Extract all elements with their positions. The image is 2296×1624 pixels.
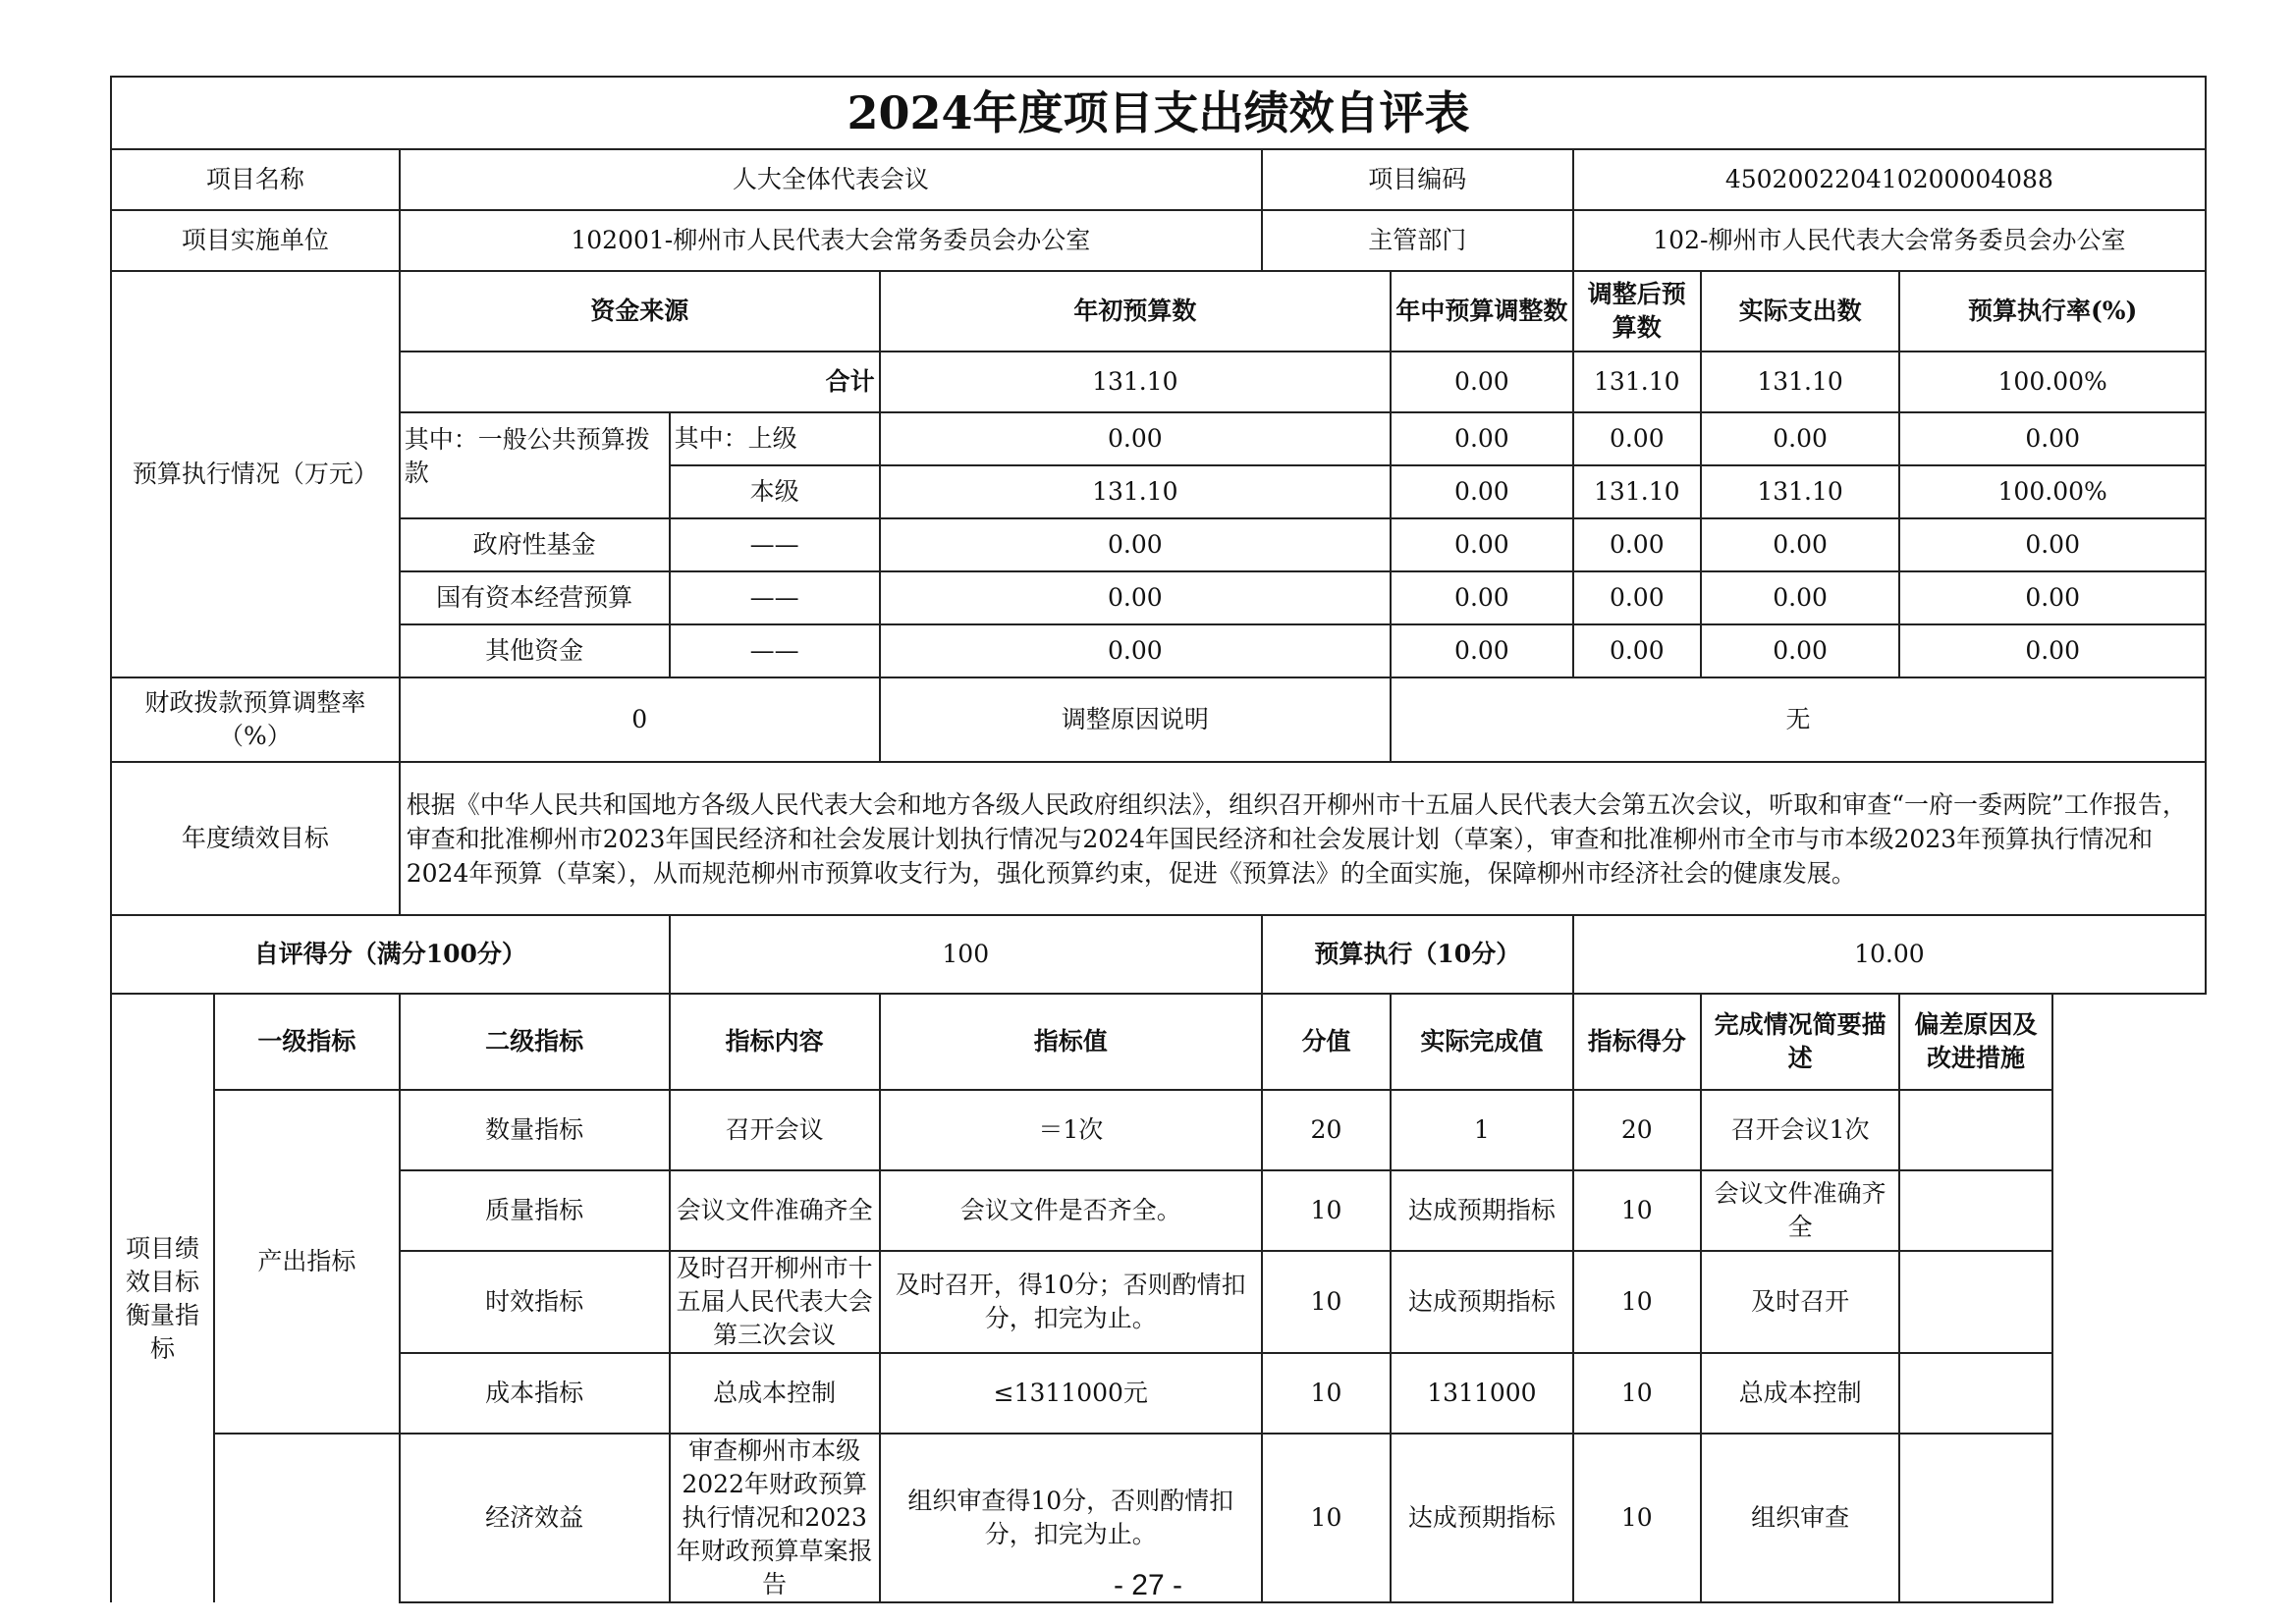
gov-fund-adjusted: 0.00 bbox=[1573, 518, 1701, 571]
total-rate: 100.00% bbox=[1899, 352, 2206, 412]
indicator-deviation bbox=[1899, 1090, 2051, 1170]
total-mid-adjust: 0.00 bbox=[1391, 352, 1573, 412]
adjust-rate-value: 0 bbox=[400, 677, 880, 762]
superior-adjusted: 0.00 bbox=[1573, 412, 1701, 465]
gov-fund-mid-adjust: 0.00 bbox=[1391, 518, 1573, 571]
indicator-score: 10 bbox=[1573, 1434, 1701, 1602]
indicator-target: 会议文件是否齐全。 bbox=[880, 1170, 1262, 1251]
indicator-content: 召开会议 bbox=[670, 1090, 880, 1170]
budget-exec-value: 10.00 bbox=[1573, 915, 2206, 994]
header-weight: 分值 bbox=[1262, 994, 1391, 1090]
indicator-weight: 10 bbox=[1262, 1353, 1391, 1434]
superior-rate: 0.00 bbox=[1899, 412, 2206, 465]
local-mid-adjust: 0.00 bbox=[1391, 465, 1573, 518]
dept-label: 主管部门 bbox=[1262, 210, 1573, 271]
indicator-target: 组织审查得10分，否则酌情扣分，扣完为止。 bbox=[880, 1434, 1262, 1602]
local-initial: 131.10 bbox=[880, 465, 1391, 518]
indicator-target: 及时召开，得10分；否则酌情扣分，扣完为止。 bbox=[880, 1251, 1262, 1353]
indicator-target: ＝1次 bbox=[880, 1090, 1262, 1170]
total-actual: 131.10 bbox=[1701, 352, 1899, 412]
budget-exec-label: 预算执行（10分） bbox=[1262, 915, 1573, 994]
state-capital-initial: 0.00 bbox=[880, 571, 1391, 624]
indicator-level2: 经济效益 bbox=[400, 1434, 670, 1602]
gov-fund-actual: 0.00 bbox=[1701, 518, 1899, 571]
local-rate: 100.00% bbox=[1899, 465, 2206, 518]
project-code: 450200220410200004088 bbox=[1573, 149, 2206, 210]
adjust-reason-value: 无 bbox=[1391, 677, 2206, 762]
total-adjusted: 131.10 bbox=[1573, 352, 1701, 412]
other-funds-dash: —— bbox=[670, 624, 880, 677]
dept-value: 102-柳州市人民代表大会常务委员会办公室 bbox=[1573, 210, 2206, 271]
local-adjusted: 131.10 bbox=[1573, 465, 1701, 518]
gov-fund-rate: 0.00 bbox=[1899, 518, 2206, 571]
indicator-actual: 达成预期指标 bbox=[1391, 1251, 1573, 1353]
superior-mid-adjust: 0.00 bbox=[1391, 412, 1573, 465]
indicator-level2: 成本指标 bbox=[400, 1353, 670, 1434]
indicator-desc: 及时召开 bbox=[1701, 1251, 1899, 1353]
indicator-score: 10 bbox=[1573, 1170, 1701, 1251]
total-label: 合计 bbox=[400, 352, 880, 412]
indicator-actual: 1311000 bbox=[1391, 1353, 1573, 1434]
header-actual-value: 实际完成值 bbox=[1391, 994, 1573, 1090]
header-deviation: 偏差原因及改进措施 bbox=[1899, 994, 2051, 1090]
indicator-level2: 数量指标 bbox=[400, 1090, 670, 1170]
project-name: 人大全体代表会议 bbox=[400, 149, 1262, 210]
header-adjusted: 调整后预算数 bbox=[1573, 271, 1701, 352]
output-indicator-label: 产出指标 bbox=[214, 1090, 400, 1434]
adjust-reason-label: 调整原因说明 bbox=[880, 677, 1391, 762]
gov-fund-dash: —— bbox=[670, 518, 880, 571]
indicator-section-label: 项目绩效目标衡量指标 bbox=[111, 994, 214, 1602]
header-content: 指标内容 bbox=[670, 994, 880, 1090]
indicator-deviation bbox=[1899, 1353, 2051, 1434]
annual-goal-text: 根据《中华人民共和国地方各级人民代表大会和地方各级人民政府组织法》，组织召开柳州市十五届人民代表大会第五次会议，听取和审查“一府一委两院”工作报告，审查和批准柳州市2023年国民经济和社会发展计划执行情况与2024年国民经济和社会发展计划（草案），审查和批准柳州市全市与市本级2023年预算执行情况和2024年预算（草案），从而规范柳州市预算收支行为，强化预算约束，促进《预算法》的全面实施，保障柳州市经济社会的健康发展。 bbox=[400, 762, 2206, 915]
indicator-content: 审查柳州市本级2022年财政预算执行情况和2023年财政预算草案报告 bbox=[670, 1434, 880, 1602]
local-label: 本级 bbox=[670, 465, 880, 518]
general-budget-label: 其中：一般公共预算拨款 bbox=[400, 412, 670, 518]
indicator-score: 20 bbox=[1573, 1090, 1701, 1170]
header-desc: 完成情况简要描述 bbox=[1701, 994, 1899, 1090]
header-mid-adjust: 年中预算调整数 bbox=[1391, 271, 1573, 352]
total-initial: 131.10 bbox=[880, 352, 1391, 412]
state-capital-adjusted: 0.00 bbox=[1573, 571, 1701, 624]
indicator-deviation bbox=[1899, 1170, 2051, 1251]
header-target: 指标值 bbox=[880, 994, 1262, 1090]
evaluation-table bbox=[110, 76, 2207, 1603]
header-initial: 年初预算数 bbox=[880, 271, 1391, 352]
other-funds-mid-adjust: 0.00 bbox=[1391, 624, 1573, 677]
indicator-weight: 10 bbox=[1262, 1251, 1391, 1353]
indicator-desc: 会议文件准确齐全 bbox=[1701, 1170, 1899, 1251]
indicator-weight: 10 bbox=[1262, 1434, 1391, 1602]
indicator-weight: 10 bbox=[1262, 1170, 1391, 1251]
indicator-deviation bbox=[1899, 1251, 2051, 1353]
indicator-weight: 20 bbox=[1262, 1090, 1391, 1170]
indicator-score: 10 bbox=[1573, 1353, 1701, 1434]
local-actual: 131.10 bbox=[1701, 465, 1899, 518]
indicator-actual: 达成预期指标 bbox=[1391, 1170, 1573, 1251]
superior-initial: 0.00 bbox=[880, 412, 1391, 465]
indicator-desc: 召开会议1次 bbox=[1701, 1090, 1899, 1170]
other-funds-initial: 0.00 bbox=[880, 624, 1391, 677]
indicator-score: 10 bbox=[1573, 1251, 1701, 1353]
indicator-content: 总成本控制 bbox=[670, 1353, 880, 1434]
self-score-value: 100 bbox=[670, 915, 1262, 994]
other-funds-label: 其他资金 bbox=[400, 624, 670, 677]
indicator-level2: 时效指标 bbox=[400, 1251, 670, 1353]
indicator-content: 会议文件准确齐全 bbox=[670, 1170, 880, 1251]
gov-fund-initial: 0.00 bbox=[880, 518, 1391, 571]
performance-evaluation-sheet bbox=[110, 76, 2207, 1603]
other-funds-actual: 0.00 bbox=[1701, 624, 1899, 677]
state-capital-label: 国有资本经营预算 bbox=[400, 571, 670, 624]
other-funds-rate: 0.00 bbox=[1899, 624, 2206, 677]
indicator-level2: 质量指标 bbox=[400, 1170, 670, 1251]
header-score: 指标得分 bbox=[1573, 994, 1701, 1090]
header-rate: 预算执行率(%) bbox=[1899, 271, 2206, 352]
project-name-label: 项目名称 bbox=[111, 149, 400, 210]
unit-value: 102001-柳州市人民代表大会常务委员会办公室 bbox=[400, 210, 1262, 271]
gov-fund-label: 政府性基金 bbox=[400, 518, 670, 571]
adjust-rate-label: 财政拨款预算调整率（%） bbox=[111, 677, 400, 762]
annual-goal-label: 年度绩效目标 bbox=[111, 762, 400, 915]
state-capital-mid-adjust: 0.00 bbox=[1391, 571, 1573, 624]
state-capital-rate: 0.00 bbox=[1899, 571, 2206, 624]
superior-label: 其中：上级 bbox=[670, 412, 880, 465]
indicator-target: ≤1311000元 bbox=[880, 1353, 1262, 1434]
unit-label: 项目实施单位 bbox=[111, 210, 400, 271]
other-funds-adjusted: 0.00 bbox=[1573, 624, 1701, 677]
indicator-content: 及时召开柳州市十五届人民代表大会第三次会议 bbox=[670, 1251, 880, 1353]
budget-section-label: 预算执行情况（万元） bbox=[111, 271, 400, 677]
header-level2: 二级指标 bbox=[400, 994, 670, 1090]
indicator-desc: 组织审查 bbox=[1701, 1434, 1899, 1602]
state-capital-actual: 0.00 bbox=[1701, 571, 1899, 624]
state-capital-dash: —— bbox=[670, 571, 880, 624]
indicator-desc: 总成本控制 bbox=[1701, 1353, 1899, 1434]
superior-actual: 0.00 bbox=[1701, 412, 1899, 465]
page-number: - 27 - bbox=[1113, 1569, 1183, 1601]
header-source: 资金来源 bbox=[400, 271, 880, 352]
header-actual: 实际支出数 bbox=[1701, 271, 1899, 352]
table-title: 2024年度项目支出绩效自评表 bbox=[111, 77, 2206, 149]
indicator-actual: 1 bbox=[1391, 1090, 1573, 1170]
indicator-actual: 达成预期指标 bbox=[1391, 1434, 1573, 1602]
self-score-label: 自评得分（满分100分） bbox=[111, 915, 670, 994]
header-level1: 一级指标 bbox=[214, 994, 400, 1090]
project-code-label: 项目编码 bbox=[1262, 149, 1573, 210]
